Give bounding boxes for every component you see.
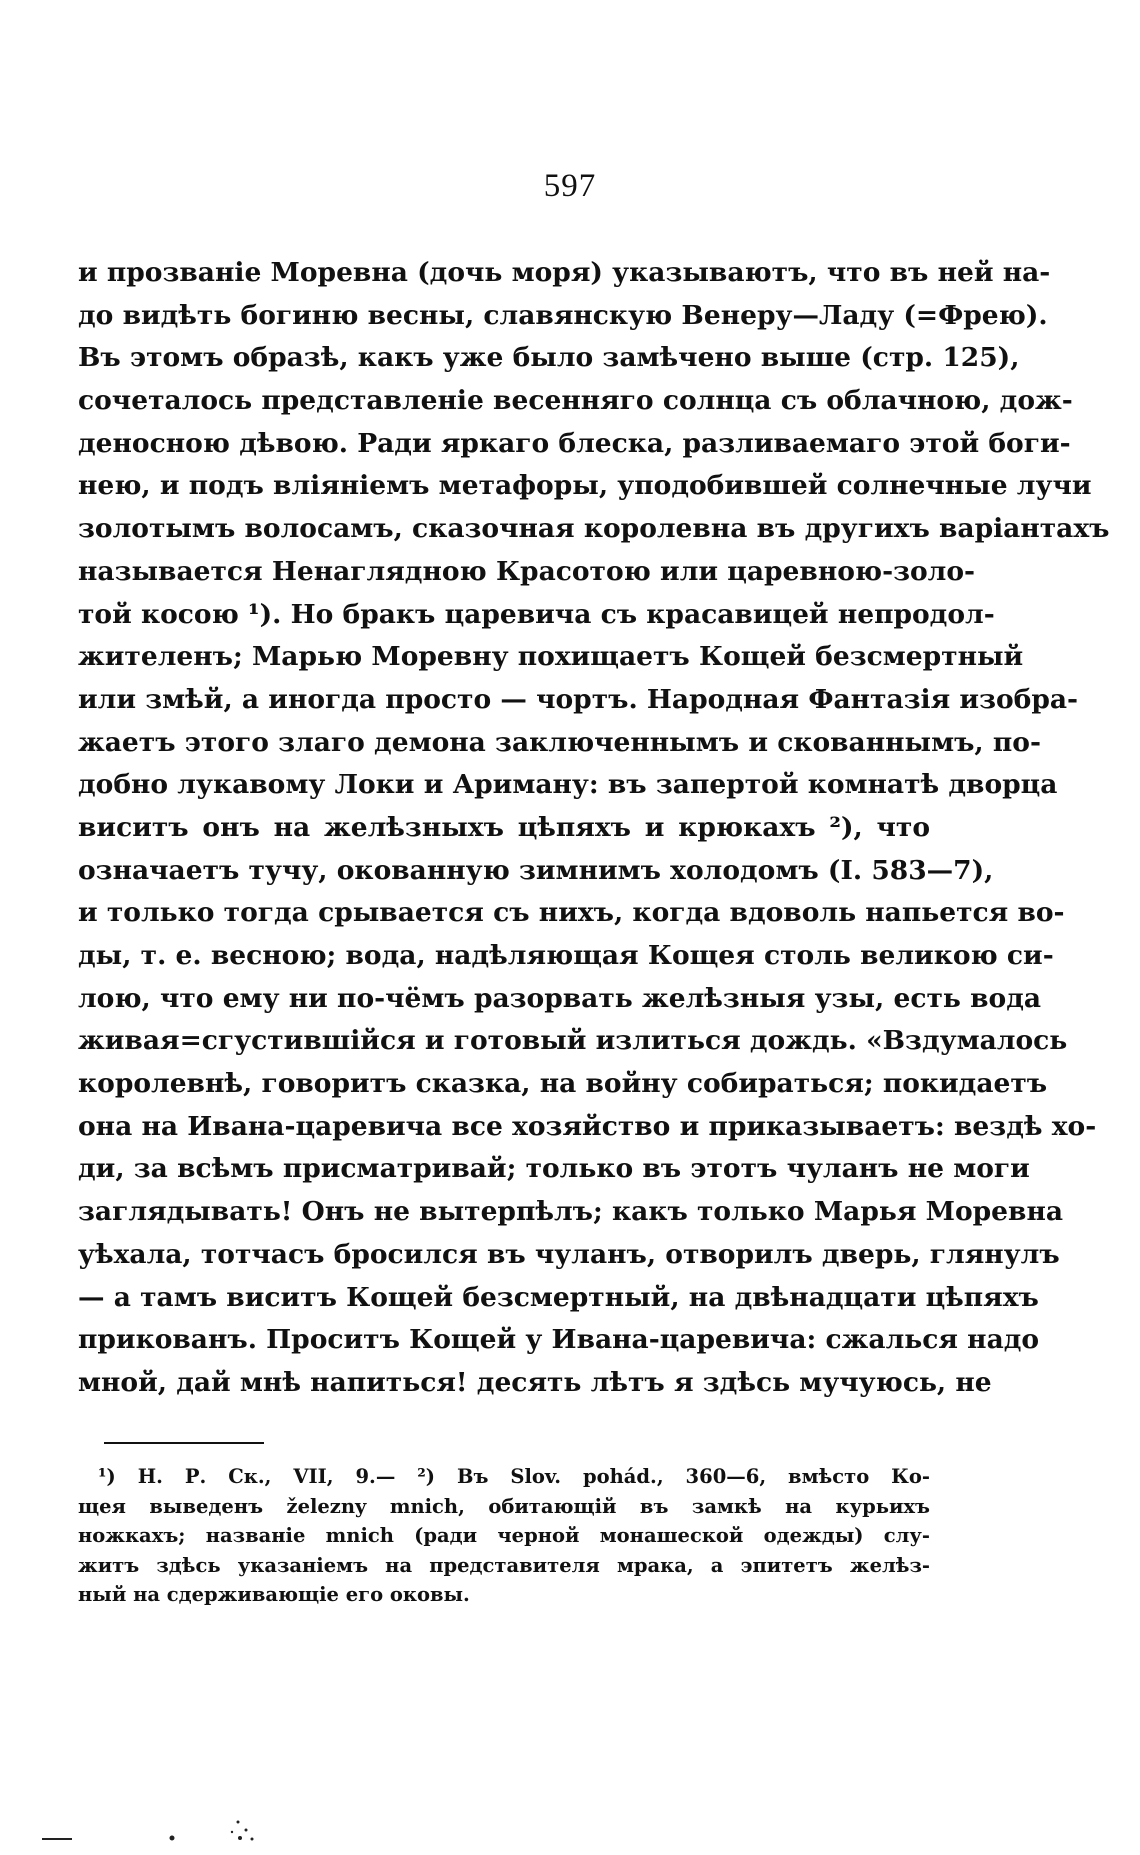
text-line: называется Ненаглядною Красотою или царевною-золо-: [78, 555, 976, 587]
text-line: и прозваніе Моревна (дочь моря) указываютъ, что въ ней на-: [78, 257, 1051, 288]
footnote-line: ный на сдерживающіе его оковы.: [78, 1583, 470, 1606]
text-line: или змѣй, а иногда просто — чортъ. Народная Фантазія изобра-: [78, 683, 1079, 715]
body-text: [78, 252, 1110, 1405]
text-line: деносною дѣвою. Ради яркаго блеска, разливаемаго этой боги-: [78, 427, 1071, 459]
footnote-line: житъ здѣсь указаніемъ на представителя мрака, а эпитетъ желѣз-: [78, 1553, 930, 1577]
text-line: сочеталось представленіе весенняго солнца съ облачною, дож-: [78, 385, 1073, 417]
footnotes: [78, 1462, 930, 1610]
text-line: жаетъ этого злаго демона заключеннымъ и скованнымъ, по-: [78, 726, 1041, 758]
text-line: живая=сгустившійся и готовый излиться дождь. «Вздумалось: [78, 1025, 1068, 1057]
text-line: ды, т. е. весною; вода, надѣляющая Кощея столь великою си-: [78, 940, 1054, 971]
text-line: виситъ онъ на желѣзныхъ цѣпяхъ и крюкахъ ²), что: [78, 811, 930, 843]
text-line: лою, что ему ни по-чёмъ разорвать желѣзныя узы, есть вода: [78, 982, 1042, 1014]
text-line: до видѣть богиню весны, славянскую Венеру—Ладу (=Фрею).: [78, 299, 1048, 331]
text-line: — а тамъ виситъ Кощей безсмертный, на двѣнадцати цѣпяхъ: [78, 1281, 1039, 1313]
scan-specks: [0, 1808, 1140, 1848]
text-line: жителенъ; Марью Моревну похищаетъ Кощей безсмертный: [78, 641, 1024, 673]
text-line: уѣхала, тотчасъ бросился въ чуланъ, отворилъ дверь, глянулъ: [78, 1238, 1060, 1270]
footnote-line: ¹) Н. Р. Ск., VII, 9.— ²) Въ Slov. pohád., 360—6, вмѣсто Ко-: [98, 1465, 930, 1488]
text-line: ди, за всѣмъ присматривай; только въ этотъ чуланъ не моги: [78, 1153, 1030, 1185]
text-line: золотымъ волосамъ, сказочная королевна въ другихъ варіантахъ: [78, 513, 1110, 545]
page-number: 597: [543, 168, 597, 204]
footnote-line: щея выведенъ železny mnich, обитающій въ замкѣ на курьихъ: [78, 1494, 930, 1518]
text-line: она на Ивана-царевича все хозяйство и приказываетъ: вездѣ хо-: [78, 1110, 1097, 1142]
footnote-rule: [104, 1442, 264, 1444]
text-line: прикованъ. Проситъ Кощей у Ивана-царевича: сжалься надо: [78, 1324, 1040, 1356]
text-line: и только тогда срывается съ нихъ, когда вдоволь напьется во-: [78, 897, 1065, 929]
text-line: заглядывать! Онъ не вытерпѣлъ; какъ только Марья Моревна: [78, 1196, 1064, 1228]
text-line: добно лукавому Локи и Ариману: въ запертой комнатѣ дворца: [78, 769, 1058, 801]
text-line: Въ этомъ образѣ, какъ уже было замѣчено выше (стр. 125),: [78, 342, 1020, 374]
text-line: означаетъ тучу, окованную зимнимъ холодомъ (I. 583—7),: [78, 854, 994, 886]
text-line: мной, дай мнѣ напиться! десять лѣтъ я здѣсь мучуюсь, не: [78, 1366, 992, 1398]
text-line: той косою ¹). Но бракъ царевича съ красавицей непродол-: [78, 598, 995, 630]
text-line: королевнѣ, говоритъ сказка, на войну собираться; покидаетъ: [78, 1068, 1048, 1100]
footnote-line: ножкахъ; названіе mnich (ради черной монашеской одежды) слу-: [78, 1524, 930, 1547]
text-line: нею, и подъ вліяніемъ метафоры, уподобившей солнечные лучи: [78, 470, 1092, 502]
